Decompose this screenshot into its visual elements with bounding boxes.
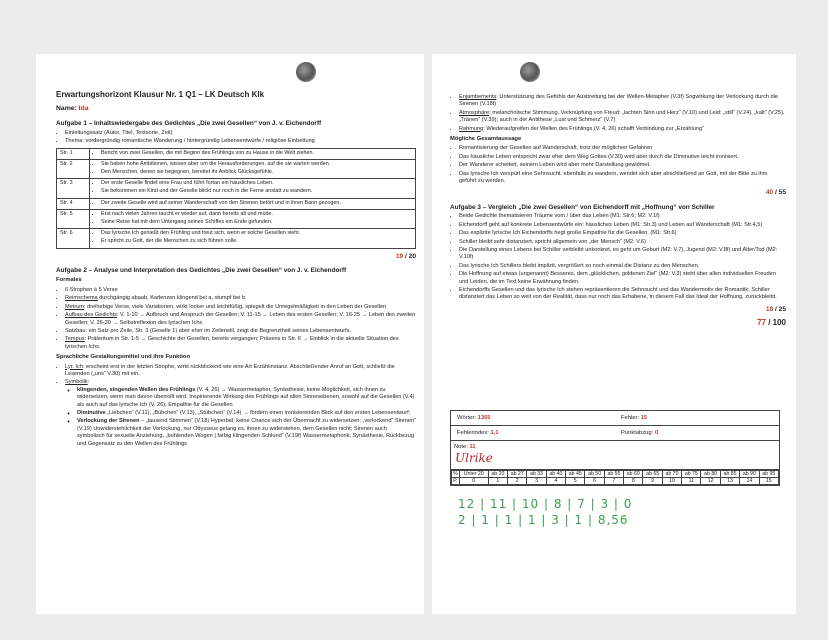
list-item: • Atmosphäre: melancholische Stimmung, Verknüpfung von Freud: „lachten Sinn und Herz“ (V.10) und Leid: „still“ (V.24), „kalt“ (V.25), „Tränen“ (V.39); auch in der Antithese „Lust und Schmerz“ (V.7)	[459, 110, 786, 125]
task2-score: 40 / 55	[765, 189, 786, 197]
stilmittel-list	[450, 94, 786, 133]
list-item: • Reimschema durchgängig abaab, Kadenzen klingend bei a, stumpf bei b	[65, 295, 416, 302]
right-content	[450, 94, 786, 333]
right-page	[432, 54, 796, 614]
list-item: • Die Hoffnung auf etwas (ungenannt) Besseres, dem „glücklichen, goldenen Ziel“ (M2: V.3) steht über allen individuellen Freuden und Leiden, die im Text keine Erwähnung finden.	[459, 271, 786, 286]
sprach-list	[56, 364, 416, 448]
list-item: • Das lyrische Ich Schillers bleibt implizit, vergrößert so noch einmal die Distanz zu den Menschen.	[459, 263, 786, 270]
table-row: Str. 1 • Bericht von zwei Gesellen, die mit Beginn des Frühlings von zu Hause in die Welt ziehen.	[57, 148, 416, 159]
list-item: • Die Darstellung eines Lebens bei Schiller verbleibt unkonkret, es geht um Geburt (M2: V.7), Jugend (M2: V.8f) und Alter/Tod (M2: V.10f)	[459, 247, 786, 262]
gesamtaussage-heading: Mögliche Gesamtaussage	[450, 136, 522, 143]
task3-score: 18 / 25	[765, 305, 786, 313]
gesamtaussage-list	[450, 145, 786, 185]
task3-heading: Aufgabe 3 – Vergleich „Die zwei Gesellen“ von Eichendorff mit „Hoffnung“ von Schiller	[450, 203, 715, 211]
index-row: Fehlerindex: 1,1 Punktabzug: 0	[451, 426, 779, 441]
task1-heading: Aufgabe 1 – Inhaltswiedergabe des Gedichtes „Die zwei Gesellen“ von J. v. Eichendorff	[56, 120, 322, 128]
student-name: Name: Ida	[56, 105, 89, 112]
stanza-table	[56, 148, 416, 249]
total-score: 77 / 100	[757, 318, 786, 328]
note-box: Note: 11 Ulrike	[451, 441, 779, 470]
list-item: ◦ Diminutive „Liebchen“ (V.11), „Bübchen“ (V.13), „Stübchen“ (V.14) → fördern einen ironisierenden Blick auf den ersten Lebensentwurf;	[77, 410, 416, 417]
handwritten-tally	[458, 496, 632, 528]
punch-hole-icon	[520, 62, 540, 82]
left-content	[56, 90, 416, 449]
punch-hole-icon	[296, 62, 316, 82]
formales-list	[56, 287, 416, 351]
task1-score: 19 / 20	[395, 252, 416, 260]
list-item: • Das lyrische Ich verspürt eine Sehnsucht, ebenfalls zu wandern, wendet sich aber abschließend an Gott, mit der Bitte zu ihm geführt zu werden.	[459, 171, 786, 186]
formales-heading: Formales	[56, 277, 82, 284]
list-item: ◦ Verlockung der Sirenen – „tausend Stimmen“ (V.18) Hyperbel, keine Chance sich der Übermacht zu widersetzen; „verlockend“ Sirenen“ (V.19) Unwiderstehlichkeit der Verlockung, nur Odysseus gelang es, ihnen zu widerstehen, dem Gesellen nicht; Sirenen auch symbolisch für sexuelle Anziehung, „buhlenden Wogen | farbig klingenden Schlund“ (V.19f) Wassermetaphorik, Synästhesie, Rückbezug und Gegensatz zu den Wellen des Frühlings	[77, 418, 416, 448]
tally-line: 12 | 11 | 10 | 8 | 7 | 3 | 0	[458, 497, 633, 511]
task1-intro	[56, 130, 416, 146]
list-item: • Eichendorff geht auf konkrete Lebensentwürfe ein: häusliches Leben (M1: Str.3) und Leben auf Wanderschaft (M1: Str.4,5)	[459, 222, 786, 229]
list-item: • Der Wanderer scheitert, seinem Leben wird aber mehr Darstellung gewidmet.	[459, 162, 786, 169]
list-item: • 6 Strophen à 5 Verse	[65, 287, 416, 294]
sprach-heading: Sprachliche Gestaltungsmittel und ihre Funktion	[56, 354, 190, 361]
table-row: Str. 5 • Erst nach vielen Jahren taucht er wieder auf, dann bereits alt und müde. • Seine Reise hat mit dem Untergang seines Schiffes ein Ende gefunden.	[57, 209, 416, 228]
task3-list	[450, 213, 786, 301]
table-row: Str. 3 • Der erste Geselle findet eine Frau und führt fortan ein häusliches Leben. • Sie bekommen ein Kind und der Geselle blickt nur noch in die Ferne anstatt zu wandern.	[57, 179, 416, 198]
signature: Ulrike	[455, 451, 493, 465]
left-page	[36, 54, 424, 614]
table-row: P. 0 1 2 3 4 5 6 7 8 9 10 11 12 13 14 15	[452, 478, 779, 485]
list-item: • Satzbau: ein Satz pro Zeile, Str. 3 (Geselle 1) aber eher im Zeilenstil, zeigt die Begrenztheit seines Lebensentwurfs.	[65, 328, 416, 335]
list-item: • Eichendorffs Gesellen und das lyrische Ich stehen repräsentieren die Sehnsucht und das Wandermotiv der Romantik; Schiller distanziert das Leben so weit von der Realität, dass nur noch das Erhabene, in diesem Fall das Ideal der Hoffnung, zurückbleibt.	[459, 287, 786, 302]
table-row: Str. 4 • Der zweite Geselle wird auf seiner Wanderschaft von den Sirenen betört und in ihren Bann gezogen.	[57, 198, 416, 209]
tally-line: 2 | 1 | 1 | 1 | 3 | 1 | 8,56	[458, 513, 629, 527]
table-row: Str. 2 • Sie haben hohe Ambitionen, wissen aber um die Herausforderungen, auf die sie warten werden. • Den Menschen, denen sie begegnen, bereitet ihr Anblick Glücksgefühle.	[57, 159, 416, 178]
list-item: • Symbolik: ◦ klingenden, singenden Wellen des Frühlings (V. 4, 26) → Wassermetapher, Synästhesie, keine Möglichkeit, sich ihnen zu widersetzen, wenn man davon überrollt wird. Inspirierende Wirkung des Frühlings auf allen Sinnesebenen, sowohl auf die Gesellen (V.4) als auch auf das lyrische Ich (V. 26); Empathie für die Gesellen ◦ Diminutive „Liebchen“ (V.11), „Bübchen“ (V.13), „Stübchen“ (V.14) → fördern einen ironisierenden Blick auf den ersten Lebensentwurf; ◦ Verlockung der Sirenen – „tausend Stimmen“ (V.18) Hyperbel, keine Chance sich der Übermacht zu widersetzen; „verlockend“ Sirenen“ (V.19) Unwiderstehlichkeit der Verlockung, nur Odysseus gelang es, ihnen zu widerstehen, dem Gesellen nicht; Sirenen auch symbolisch für sexuelle Anziehung, „buhlenden Wogen | farbig klingenden Schlund“ (V.19f) Wassermetaphorik, Synästhesie, Rückbezug und Gegensatz zu den Wellen des Frühlings	[65, 379, 416, 448]
task2-heading: Aufgabe 2 – Analyse und Interpretation des Gedichtes „Die zwei Gesellen“ von J. v. Eichendorff	[56, 267, 347, 275]
list-item: • Einleitungssatz (Autor, Titel, Textsorte, Zeit)	[65, 130, 416, 137]
grade-table	[451, 470, 779, 485]
list-item: • Enjambements: Unterstützung des Gefühls der Ausbreitung bei der Wellen-Metapher (V.3f) Sogwirkung der Verlockung durch die Sirenen (V.18f)	[459, 94, 786, 109]
list-item: ◦ klingenden, singenden Wellen des Frühlings (V. 4, 26) → Wassermetapher, Synästhesie, keine Möglichkeit, sich ihnen zu widersetzen, wenn man davon überrollt wird. Inspirierende Wirkung des Frühlings auf allen Sinnesebenen, sowohl auf die Gesellen (V.4) als auch auf das lyrische Ich (V. 26); Empathie für die Gesellen	[77, 387, 416, 409]
exam-title: Erwartungshorizont Klausur Nr. 1 Q1 – LK Deutsch Klk	[56, 90, 265, 99]
list-item: • Rahmung: Wiederaufgreifen der Wellen des Frühlings (V. 4, 26) schafft Verbindung zur „Erzählung“	[459, 126, 786, 133]
list-item: • Beide Gedichte thematisieren Träume vom / über das Leben (M1: Str.6; M2: V.1f)	[459, 213, 786, 220]
list-item: • Metrum: dreihebige Verse, viele Variationen, wirkt locker und leichtfüßig, spiegelt die Unregelmäßigkeit in den Leben der Gesellen	[65, 304, 416, 311]
symbolik-list	[65, 387, 416, 448]
words-row: Wörter: 1365 Fehler: 15	[451, 411, 779, 426]
list-item: • Thema: vordergründig romantische Wanderung / hintergründig Lebensentwürfe / religiöse Einbettung	[65, 138, 416, 145]
list-item: • Romantisierung der Gesellen auf Wanderschaft, trotz der möglichen Gefahren	[459, 145, 786, 152]
list-item: • Lyr. Ich: erscheint erst in der letzten Strophe, wirkt rückblickend wie eine Art Erzählinstanz. Abschließender Anruf an Gott, schließt die Lesenden („uns“ V.30) mit ein.	[65, 364, 416, 379]
grading-summary	[450, 410, 780, 486]
table-row: Str. 6 • Das lyrische Ich genießt den Frühling und freut sich, wenn er solche Gesellen sieht. • Er spricht zu Gott, der die Menschen zu sich führen solle.	[57, 229, 416, 248]
list-item: • Das häusliche Leben entspricht zwar eher dem Weg Gottes (V.30) wird aber durch die Diminutive leicht ironisiert.	[459, 154, 786, 161]
list-item: • Schiller bleibt sehr distanziert, spricht allgemein von „der Mensch“ (M2: V.6)	[459, 239, 786, 246]
table-row: % Unter 20 ab 20 ab 27 ab 33 ab 40 ab 45 ab 50 ab 55 ab 60 ab 65 ab 70 ab 75 ab 80 ab 85 ab 90 ab 95	[452, 471, 779, 478]
list-item: • Das explizite lyrische Ich Eichendorffs hegt große Empathie für die Gesellen. (M1: Str.6)	[459, 230, 786, 237]
list-item: • Tempus: Präteritum in Str. 1-5 → Geschichte der Gesellen, bereits vergangen; Präsens in Str. 6 → Einblick in die aktuelle Situation des lyrischen Ichs.	[65, 336, 416, 351]
list-item: • Aufbau des Gedichts: V. 1-10 → Aufbruch und Anspruch der Gesellen; V. 11-15 → Leben des ersten Gesellen; V. 16-25 → Leben des zweiten Gesellen; V. 26-30 → Selbstreflexion des lyrischen Ichs	[65, 312, 416, 327]
